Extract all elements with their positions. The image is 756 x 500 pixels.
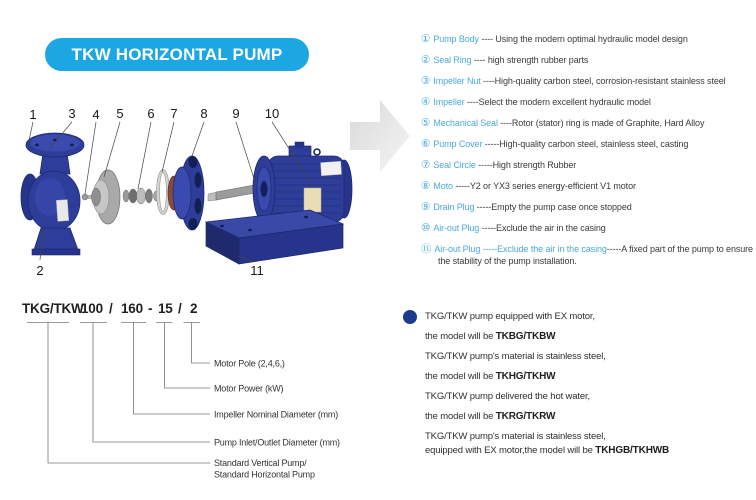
model-code-string	[22, 301, 197, 316]
diagram-number-3: 3	[68, 106, 76, 121]
model-dash: -	[148, 301, 153, 316]
part-desc: -----High strength Rubber	[475, 160, 577, 170]
part-item-5	[421, 117, 755, 129]
title-banner	[45, 38, 309, 71]
motor-part	[253, 142, 352, 222]
impeller-part	[92, 170, 121, 224]
label-impeller-diameter: Impeller Nominal Diameter (mm)	[214, 409, 339, 420]
diagram-number-7: 7	[170, 106, 178, 121]
diagram-number-4: 4	[92, 107, 100, 122]
part-name: Moto	[433, 181, 453, 191]
part-desc: ----High-quality carbon steel, corrosion-resistant stainless steel	[480, 76, 726, 86]
circled-number-icon: ⑤	[421, 117, 431, 129]
circled-number-icon: ①	[421, 33, 431, 45]
part-desc: ----Select the modern excellent hydraulic model	[464, 97, 651, 107]
pump-cover-part	[168, 156, 204, 230]
part-name: Drain Plug	[433, 202, 475, 212]
part-name: Seal Circle	[433, 160, 476, 170]
circled-number-icon: ⑩	[421, 222, 431, 234]
model-pole: 2	[190, 301, 198, 316]
part-item-3	[421, 75, 755, 87]
model-code-diagram	[20, 293, 360, 493]
part-desc: -----A fixed part of the pump to ensure the stability of the pump installation.	[438, 244, 753, 266]
label-standard-horizontal: Standard Horizontal Pump	[214, 469, 315, 480]
note-line: equipped with EX motor,the model will be TKHGB/TKHWB	[425, 445, 670, 456]
part-desc: ---- Using the modern optimal hydraulic model design	[478, 34, 688, 44]
diagram-number-10: 10	[264, 106, 280, 121]
page-title: TKW HORIZONTAL PUMP	[71, 44, 283, 64]
circled-number-icon: ⑦	[421, 159, 431, 171]
part-item-8	[421, 180, 755, 192]
diagram-number-2: 2	[36, 263, 44, 278]
model-code-connectors	[27, 323, 210, 464]
diagram-number-1: 1	[29, 107, 37, 122]
note-line: TKG/TKW pump delivered the hot water,	[425, 391, 590, 402]
note-line: the model will be TKHG/TKHW	[425, 371, 556, 382]
part-desc: ----Rotor (stator) ring is made of Graphite, Hard Alloy	[497, 118, 705, 128]
note-line: the model will be TKBG/TKBW	[425, 331, 556, 342]
part-name: Pump Body	[433, 34, 479, 44]
model-slash-1: /	[109, 301, 113, 316]
label-motor-pole: Motor Pole (2,4,6,)	[214, 358, 285, 369]
diagram-number-11: 11	[250, 263, 264, 278]
note-line: the model will be TKRG/TKRW	[425, 411, 556, 422]
part-desc: ---- high strength rubber parts	[471, 55, 589, 65]
model-code-bold: TKHG/TKHW	[495, 371, 556, 382]
shaft-part	[208, 184, 260, 201]
note-line: TKG/TKW pump's material is stainless steel,	[425, 351, 606, 362]
diagram-number-8: 8	[200, 106, 208, 121]
part-name: Pump Cover	[433, 139, 483, 149]
model-notes	[425, 307, 755, 461]
part-name: Air-out Plug	[433, 223, 480, 233]
part-item-9	[421, 201, 755, 213]
model-code-bold: TKHGB/TKHWB	[595, 445, 670, 456]
part-item-2	[421, 54, 755, 66]
circled-number-icon: ④	[421, 96, 431, 108]
circled-number-icon: ②	[421, 54, 431, 66]
note-line: TKG/TKW pump equipped with EX motor,	[425, 311, 595, 322]
pump-body-part	[21, 133, 84, 255]
parts-list	[421, 33, 755, 276]
diagram-number-5: 5	[116, 106, 124, 121]
diagram-number-6: 6	[147, 106, 155, 121]
part-name-ext: -----Exclude the air in the casing	[480, 244, 607, 254]
note-line: TKG/TKW pump's material is stainless steel,	[425, 431, 606, 442]
model-slash-2: /	[178, 301, 182, 316]
label-motor-power: Motor Power (kW)	[214, 383, 284, 394]
mechanical-seal-part	[123, 188, 159, 204]
label-standard-vertical: Standard Vertical Pump/	[214, 458, 307, 468]
part-item-6	[421, 138, 755, 150]
model-code-bold: TKRG/TKRW	[495, 411, 556, 422]
model-power: 15	[158, 301, 173, 316]
part-item-7	[421, 159, 755, 171]
part-desc: -----Y2 or YX3 series energy-efficient V1 motor	[452, 181, 636, 191]
model-code-labels	[214, 359, 340, 480]
circled-number-icon: ⑧	[421, 180, 431, 192]
circled-number-icon: ⑪	[421, 243, 432, 255]
model-series: TKG/TKW	[22, 301, 84, 316]
label-inlet-outlet-diameter: Pump Inlet/Outlet Diameter (mm)	[214, 437, 340, 448]
model-impeller-size: 160	[121, 301, 143, 316]
circled-number-icon: ③	[421, 75, 431, 87]
impeller-nut-part	[82, 194, 92, 200]
part-name: Seal Ring	[433, 55, 472, 65]
part-name: Impeller Nut	[433, 76, 481, 86]
diagram-number-9: 9	[232, 106, 240, 121]
right-arrow-icon	[350, 94, 412, 178]
part-desc: -----High-quality carbon steel, stainless steel, casting	[482, 139, 689, 149]
seal-circle-part	[156, 169, 169, 214]
part-item-1	[421, 33, 755, 45]
part-item-4	[421, 96, 755, 108]
part-name: Impeller	[433, 97, 465, 107]
bullet-circle-icon	[403, 310, 417, 324]
model-inlet-size: 100	[81, 301, 103, 316]
circled-number-icon: ⑨	[421, 201, 431, 213]
base-part	[206, 210, 343, 264]
part-name: Mechanical Seal	[433, 118, 498, 128]
part-desc: -----Empty the pump case once stopped	[474, 202, 632, 212]
part-item-11	[421, 243, 755, 267]
part-item-10	[421, 222, 755, 234]
part-name: Air-out Plug	[434, 244, 481, 254]
model-code-bold: TKBG/TKBW	[495, 331, 556, 342]
circled-number-icon: ⑥	[421, 138, 431, 150]
part-desc: -----Exclude the air in the casing	[479, 223, 606, 233]
